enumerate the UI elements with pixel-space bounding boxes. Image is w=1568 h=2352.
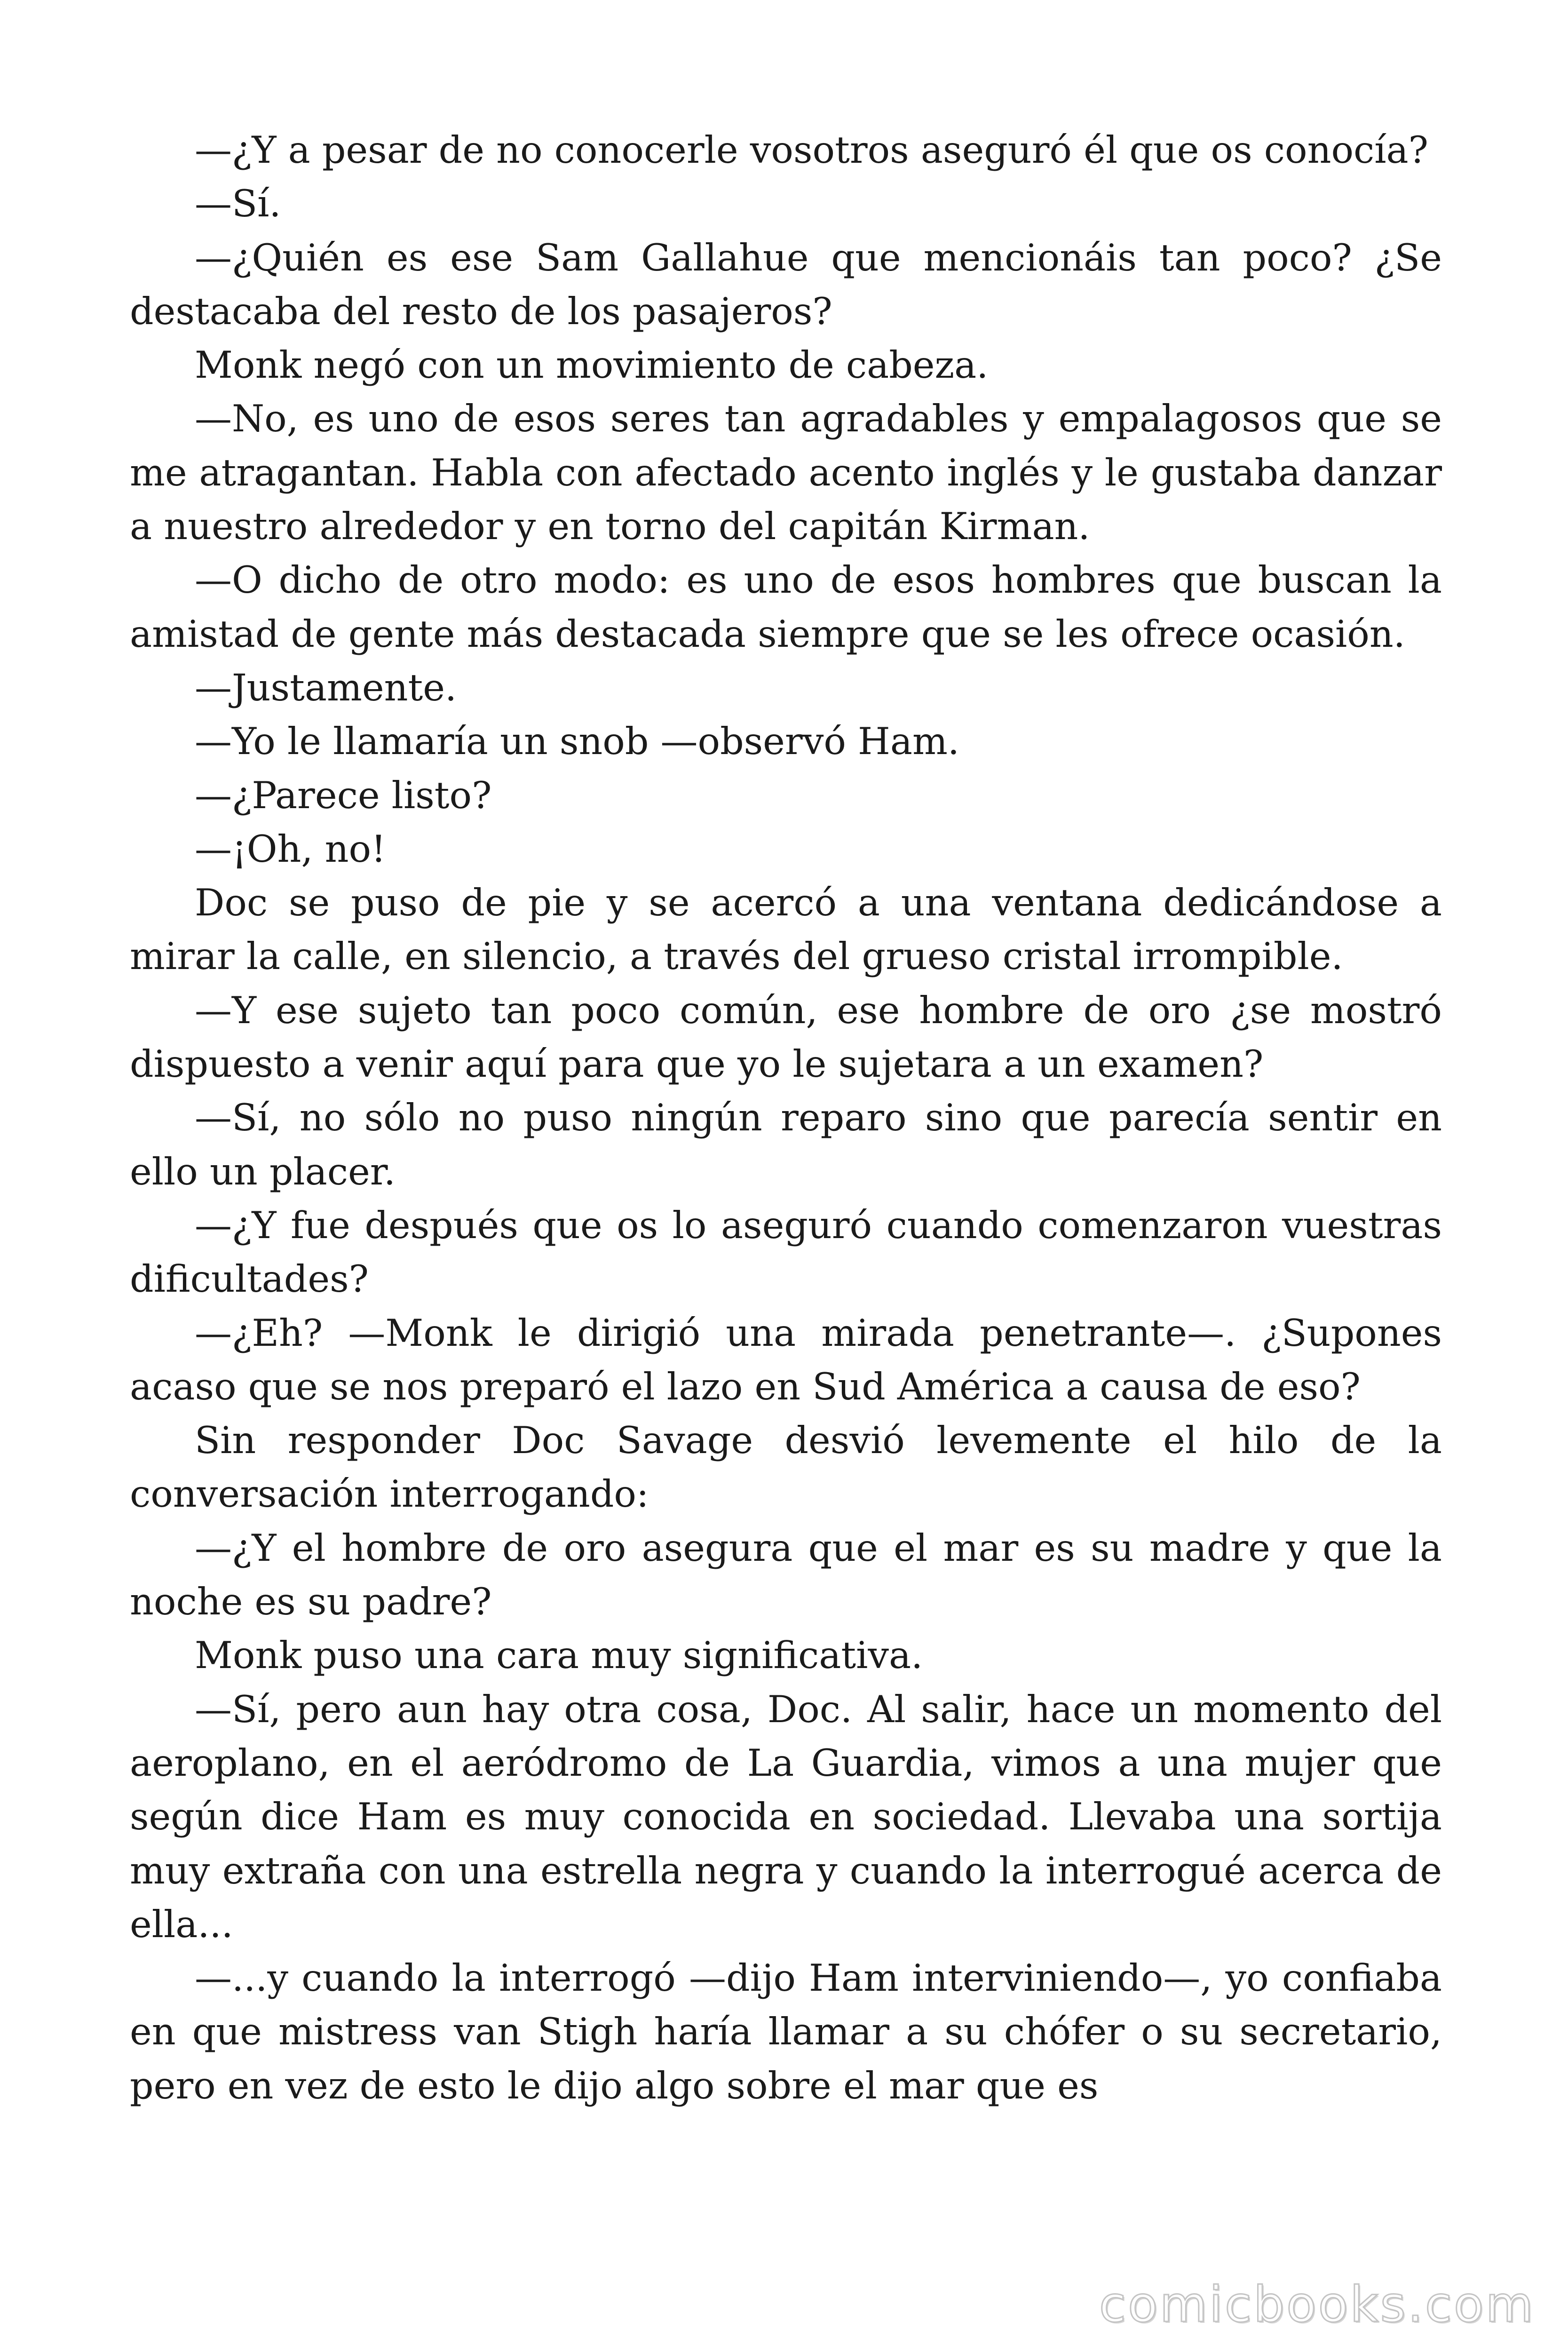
paragraph-7: —Justamente. — [195, 666, 457, 709]
paragraph-10: —¡Oh, no! — [195, 827, 386, 871]
paragraph-9: —¿Parece listo? — [195, 773, 492, 817]
paragraph-17: —¿Y el hombre de oro asegura que el mar es su madre y que la noche es su padre? — [130, 1526, 1442, 1624]
paragraph-20: —...y cuando la interrogó —dijo Ham interviniendo—, yo confiaba en que mistress van Stigh haría llamar a su chófer o su secretario, pero en vez de esto le dijo algo sobre el mar que es — [130, 1956, 1442, 2107]
paragraph-8: —Yo le llamaría un snob —observó Ham. — [195, 720, 960, 763]
paragraph-14: —¿Y fue después que os lo aseguró cuando comenzaron vuestras dificultades? — [130, 1203, 1442, 1301]
paragraph-5: —No, es uno de esos seres tan agradables y empalagosos que se me atragantan. Habla con afectado acento inglés y le gustaba danzar a nuestro alrededor y en torno del capitán Kirman. — [130, 397, 1442, 548]
paragraph-4: Monk negó con un movimiento de cabeza. — [195, 343, 989, 387]
paragraph-15: —¿Eh? —Monk le dirigió una mirada penetrante—. ¿Supones acaso que se nos preparó el lazo en Sud América a causa de eso? — [130, 1311, 1442, 1408]
paragraph-16: Sin responder Doc Savage desvió levemente el hilo de la conversación interrogando: — [130, 1419, 1442, 1516]
paragraph-6: —O dicho de otro modo: es uno de esos hombres que buscan la amistad de gente más destacada siempre que se les ofrece ocasión. — [130, 558, 1442, 656]
watermark-logo: comicbooks.com — [1099, 2276, 1535, 2333]
paragraph-12: —Y ese sujeto tan poco común, ese hombre de oro ¿se mostró dispuesto a venir aquí para que yo le sujetara a un examen? — [130, 988, 1442, 1086]
paragraph-18: Monk puso una cara muy significativa. — [195, 1634, 923, 1677]
paragraph-19: —Sí, pero aun hay otra cosa, Doc. Al salir, hace un momento del aeroplano, en el aeródromo de La Guardia, vimos a una mujer que según dice Ham es muy conocida en sociedad. Llevaba una sortija muy extraña con una estrella negra y cuando la interrogué acerca de ella... — [130, 1687, 1442, 1946]
paragraph-2: —Sí. — [195, 182, 281, 226]
paragraph-3: —¿Quién es ese Sam Gallahue que mencionáis tan poco? ¿Se destacaba del resto de los pasajeros? — [130, 236, 1442, 333]
paragraph-13: —Sí, no sólo no puso ningún reparo sino que parecía sentir en ello un placer. — [130, 1096, 1442, 1193]
text-column — [130, 123, 1442, 2113]
paragraph-11: Doc se puso de pie y se acercó a una ventana dedicándose a mirar la calle, en silencio, a través del grueso cristal irrompible. — [130, 881, 1442, 978]
paragraph-1: —¿Y a pesar de no conocerle vosotros aseguró él que os conocía? — [195, 128, 1428, 172]
